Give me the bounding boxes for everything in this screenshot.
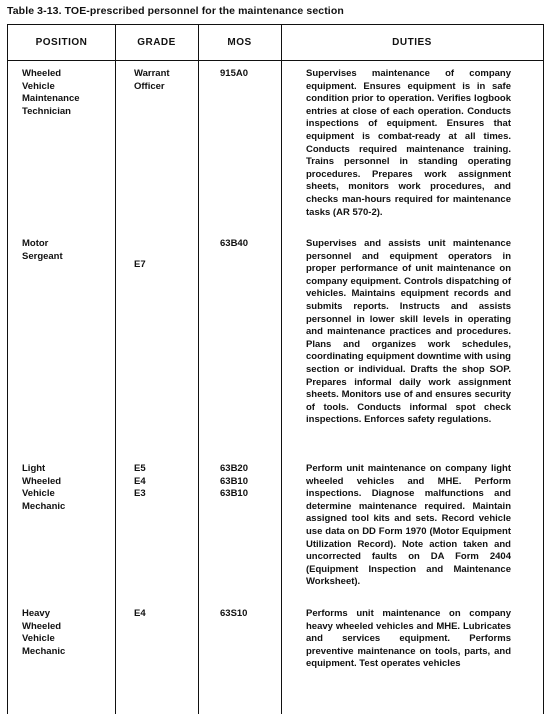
personnel-table [7,24,544,714]
table-header [8,25,543,61]
row-position: Heavy Wheeled Vehicle Mechanic [22,608,66,657]
row-mos: 63B40 [220,238,248,249]
row-duties: Supervises and assists unit maintenance personnel and equipment operators in proper performance of unit maintenance on company equipment. Controls dispatching of vehicles. Maintains equipment records and submits reports. Instructs and assists personnel in lower skill levels in operating and maintenance practices and procedures. Plans and organizes work schedules, coordinating equipment downtime with using section or individual. Drafts the shop SOP. Prepares informal daily work assignment sheets. Monitors use of and ensures security of tools. Conducts informal spot check inspections. Enforces safety regulations. [306,238,511,426]
header-mos: MOS [227,37,252,48]
header-duties: DUTIES [392,37,432,48]
row-grade: E4 [134,608,146,619]
row-grade: E7 [134,259,146,270]
column-divider [115,25,116,714]
row-duties: Performs unit maintenance on company heavy wheeled vehicles and MHE. Lubricates and services equipment. Performs preventive maintenance on tools, parts, and equipment. Test operates vehicles [306,608,511,670]
row-mos: 915A0 [220,68,248,79]
row-duties: Perform unit maintenance on company light wheeled vehicles and MHE. Perform inspections. Diagnose malfunctions and determine maintenance required. Maintain assigned tool kits and sets. Record vehicle use data on DD Form 1970 (Motor Equipment Utilization Record). Note action taken and uncorrected faults on DA Form 2404 (Equipment Inspection and Maintenance Worksheet). [306,463,511,588]
row-position: Light Wheeled Vehicle Mechanic [22,463,66,512]
row-grade: Warrant Officer [134,68,170,92]
table-caption: Table 3-13. TOE-prescribed personnel for the maintenance section [7,5,344,17]
row-mos: 63B20 63B10 63B10 [220,463,248,500]
header-grade: GRADE [137,37,176,48]
header-position: POSITION [35,37,88,48]
column-divider [198,25,199,714]
row-duties: Supervises maintenance of company equipment. Ensures equipment is in safe condition prior to operation. Verifies logbook entries at close of each operation. Conducts inspections of equipment. Ensures that equipment is combat-ready at all times. Conducts required maintenance training. Trains personnel in standing operating procedures. Prepares work assignment sheets, monitors work procedures, and checks man-hours required for maintenance tasks (AR 570-2). [306,68,511,218]
row-position: Motor Sergeant [22,238,63,262]
column-divider [281,25,282,714]
row-position: Wheeled Vehicle Maintenance Technician [22,68,80,117]
row-grade: E5 E4 E3 [134,463,146,500]
row-mos: 63S10 [220,608,248,619]
